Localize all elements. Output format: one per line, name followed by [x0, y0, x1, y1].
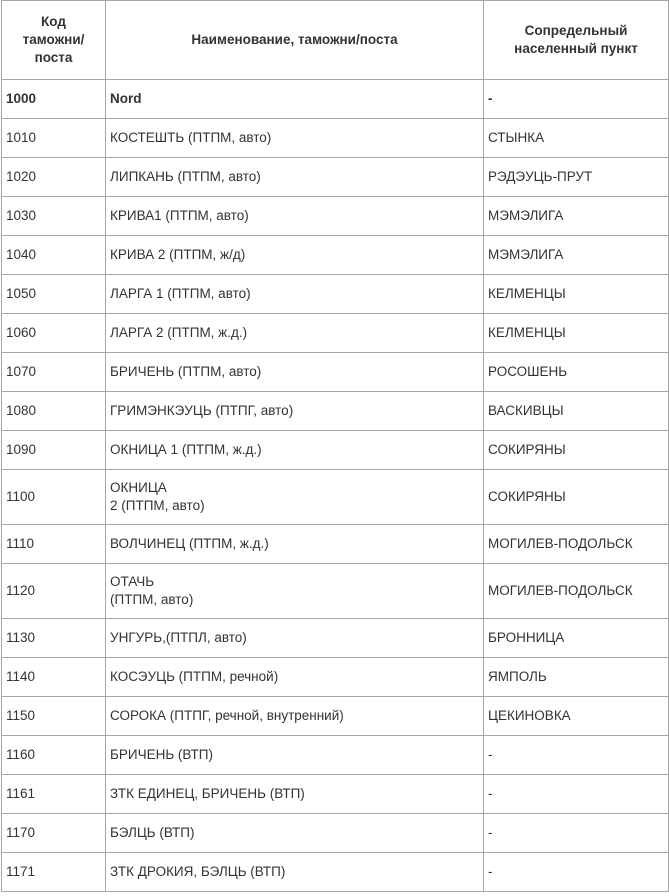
cell-name [106, 736, 484, 775]
table-body [2, 80, 669, 892]
cell-code: 1090 [2, 431, 106, 470]
cell-location: СОКИРЯНЫ [484, 431, 669, 470]
cell-location: МЭМЭЛИГА [484, 197, 669, 236]
cell-code: 1171 [2, 853, 106, 892]
table-row [2, 619, 669, 658]
cell-name [106, 525, 484, 564]
cell-location: РЭДЭУЦЬ-ПРУТ [484, 158, 669, 197]
cell-location: БРОННИЦА [484, 619, 669, 658]
cell-location: КЕЛМЕНЦЫ [484, 275, 669, 314]
cell-code: 1140 [2, 658, 106, 697]
cell-location: СОКИРЯНЫ [484, 470, 669, 525]
cell-code: 1130 [2, 619, 106, 658]
cell-location: МОГИЛЕВ-ПОДОЛЬСК [484, 564, 669, 619]
table-row [2, 658, 669, 697]
cell-code: 1160 [2, 736, 106, 775]
table-row [2, 564, 669, 619]
cell-name-line: 2 (ПТПМ, авто) [110, 498, 205, 513]
cell-name-line: БРИЧЕНЬ (ПТПМ, авто) [110, 364, 262, 379]
cell-name [106, 353, 484, 392]
cell-name-line: КОСТЕШТЬ (ПТПМ, авто) [110, 130, 272, 145]
cell-location: МОГИЛЕВ-ПОДОЛЬСК [484, 525, 669, 564]
cell-name-line: (ПТПМ, авто) [110, 592, 194, 607]
cell-name [106, 158, 484, 197]
cell-name [106, 658, 484, 697]
table-row [2, 431, 669, 470]
cell-location: КЕЛМЕНЦЫ [484, 314, 669, 353]
cell-name [106, 197, 484, 236]
cell-code: 1170 [2, 814, 106, 853]
cell-name-line: УНГУРЬ,(ПТПЛ, авто) [110, 630, 247, 645]
table-row [2, 525, 669, 564]
customs-posts-table [1, 0, 669, 892]
cell-code: 1060 [2, 314, 106, 353]
cell-location: МЭМЭЛИГА [484, 236, 669, 275]
cell-name-line: ЗТК ЕДИНЕЦ, БРИЧЕНЬ (ВТП) [110, 786, 305, 801]
cell-location: СТЫНКА [484, 119, 669, 158]
cell-name-line: ГРИМЭНКЭУЦЬ (ПТПГ, авто) [110, 403, 294, 418]
cell-name [106, 119, 484, 158]
cell-name-line: БЭЛЦЬ (ВТП) [110, 825, 195, 840]
cell-name-line: КОСЭУЦЬ (ПТПМ, речной) [110, 669, 279, 684]
header-location: Сопредельный населенный пункт [484, 1, 669, 80]
cell-location: ВАСКИВЦЫ [484, 392, 669, 431]
cell-name [106, 80, 484, 119]
cell-location: - [484, 775, 669, 814]
cell-name [106, 564, 484, 619]
table-row [2, 392, 669, 431]
cell-name-line: ОТАЧЬ [110, 574, 155, 589]
cell-code: 1000 [2, 80, 106, 119]
table-row [2, 775, 669, 814]
cell-code: 1030 [2, 197, 106, 236]
header-name: Наименование, таможни/поста [106, 1, 484, 80]
cell-name-line: КРИВА1 (ПТПМ, авто) [110, 208, 249, 223]
cell-name [106, 314, 484, 353]
cell-name-line: БРИЧЕНЬ (ВТП) [110, 747, 213, 762]
cell-name-line: СОРОКА (ПТПГ, речной, внутренний) [110, 708, 344, 723]
cell-code: 1100 [2, 470, 106, 525]
cell-name-line: ВОЛЧИНЕЦ (ПТПМ, ж.д.) [110, 536, 269, 551]
table-row [2, 736, 669, 775]
table-row [2, 158, 669, 197]
cell-name-line: ЛАРГА 2 (ПТПМ, ж.д.) [110, 325, 248, 340]
table-row [2, 314, 669, 353]
cell-location: - [484, 814, 669, 853]
table-header [2, 1, 669, 80]
table-row [2, 275, 669, 314]
cell-name-line: ЛИПКАНЬ (ПТПМ, авто) [110, 169, 261, 184]
cell-name [106, 775, 484, 814]
cell-code: 1050 [2, 275, 106, 314]
cell-code: 1110 [2, 525, 106, 564]
table-row [2, 236, 669, 275]
cell-name [106, 470, 484, 525]
cell-code: 1020 [2, 158, 106, 197]
cell-name [106, 431, 484, 470]
cell-name [106, 619, 484, 658]
cell-name [106, 697, 484, 736]
table-row [2, 814, 669, 853]
cell-name-line: ОКНИЦА [110, 480, 167, 495]
cell-code: 1010 [2, 119, 106, 158]
cell-code: 1080 [2, 392, 106, 431]
cell-code: 1150 [2, 697, 106, 736]
cell-location: РОСОШЕНЬ [484, 353, 669, 392]
cell-name [106, 853, 484, 892]
cell-name [106, 236, 484, 275]
table-row [2, 853, 669, 892]
cell-name-line: Nord [110, 91, 142, 106]
cell-name [106, 275, 484, 314]
header-row [2, 1, 669, 80]
cell-location: - [484, 853, 669, 892]
cell-location: - [484, 80, 669, 119]
cell-name-line: КРИВА 2 (ПТПМ, ж/д) [110, 247, 246, 262]
cell-code: 1070 [2, 353, 106, 392]
header-code: Код таможни/ поста [2, 1, 106, 80]
cell-code: 1040 [2, 236, 106, 275]
cell-code: 1161 [2, 775, 106, 814]
cell-name-line: ЗТК ДРОКИЯ, БЭЛЦЬ (ВТП) [110, 864, 286, 879]
cell-name-line: ЛАРГА 1 (ПТПМ, авто) [110, 286, 251, 301]
table-row [2, 80, 669, 119]
cell-location: ЦЕКИНОВКА [484, 697, 669, 736]
cell-name [106, 814, 484, 853]
cell-location: ЯМПОЛЬ [484, 658, 669, 697]
cell-location: - [484, 736, 669, 775]
cell-name-line: ОКНИЦА 1 (ПТПМ, ж.д.) [110, 442, 262, 457]
table-row [2, 353, 669, 392]
cell-code: 1120 [2, 564, 106, 619]
table-row [2, 697, 669, 736]
table-row [2, 119, 669, 158]
cell-name [106, 392, 484, 431]
table-row [2, 197, 669, 236]
table-row [2, 470, 669, 525]
